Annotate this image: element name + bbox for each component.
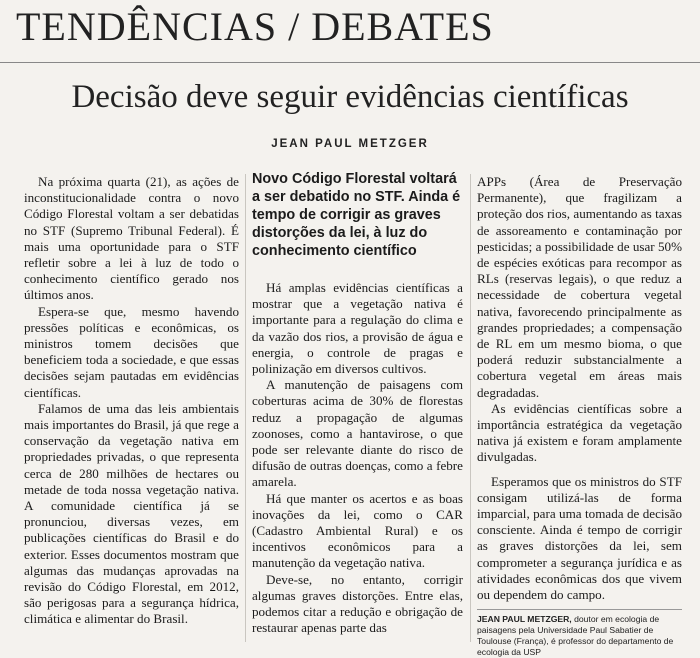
author-bio bbox=[477, 614, 682, 658]
paragraph: Na próxima quarta (21), as ações de inconstitucionalidade contra o novo Código Florestal voltam a ser debatidas no STF (Supremo Tribunal Federal). É mais uma oportunidade para o STF refletir sobre a lei à luz de todo o conhecimento científico gerado nos últimos anos. bbox=[24, 174, 239, 303]
paragraph: A manutenção de paisagens com coberturas acima de 30% de florestas reduz a propagação de algumas zoonoses, como a hantavirose, o que pode ser relevante diante do risco de difusão de outras doenças, como a febre amarela. bbox=[252, 377, 463, 490]
paragraph: As evidências científicas sobre a importância estratégica da vegetação nativa já existem e foram amplamente divulgadas. bbox=[477, 400, 682, 465]
byline: JEAN PAUL METZGER bbox=[271, 138, 429, 150]
column-2 bbox=[252, 171, 463, 644]
bio-text: doutor em ecologia de paisagens pela Universidade Paul Sabatier de Toulouse (França), é professor do departamento de ecologia da USP bbox=[477, 614, 674, 658]
header-divider bbox=[0, 62, 700, 63]
bio-divider bbox=[477, 609, 682, 610]
section-title: TENDÊNCIAS / DEBATES bbox=[16, 4, 494, 49]
paragraph: Falamos de uma das leis ambientais mais importantes do Brasil, já que rege a conservação da vegetação nativa em propriedades privadas, o que representa cerca de 280 milhões de hectares ou metade de toda nossa vegetação nativa. A comunidade científica já se pronunciou, diversas vezes, em publicações científicas do Brasil e do exterior. Esses documentos mostram que algumas das mudanças aprovadas na revisão do Código Florestal, em 2012, são perigosas para a segurança hídrica, climática e alimentar do Brasil. bbox=[24, 400, 239, 627]
paragraph: Espera-se que, mesmo havendo pressões políticas e econômicas, os ministros tomem decisões que beneficiem toda a sociedade, e que essas decisões sejam pautadas em evidências científicas. bbox=[24, 303, 239, 400]
paragraph: Há que manter os acertos e as boas inovações da lei, como o CAR (Cadastro Ambiental Rural) e os incentivos econômicos para a manutenção da vegetação nativa. bbox=[252, 490, 463, 571]
column-divider bbox=[245, 174, 246, 642]
bio-name: JEAN PAUL METZGER, bbox=[477, 614, 572, 625]
paragraph: Deve-se, no entanto, corrigir algumas graves distorções. Entre elas, podemos citar a redução e obrigação de restaurar apenas parte das bbox=[252, 571, 463, 636]
paragraph: Há amplas evidências científicas a mostrar que a vegetação nativa é importante para a regulação do clima e da vazão dos rios, a provisão de água e energia, o controle de pragas e polinização em diversos cultivos. bbox=[252, 280, 463, 377]
paragraph: Esperamos que os ministros do STF consigam utilizá-las de forma imparcial, para uma tomada de decisão consciente. Ainda é tempo de corrigir as graves distorções da lei, sem comprometer a segurança jurídica e as atividades econômicas dos que vivem ou dependem do campo. bbox=[477, 473, 682, 603]
column-1 bbox=[24, 174, 239, 644]
column-3 bbox=[477, 174, 682, 658]
article-headline: Decisão deve seguir evidências científicas bbox=[71, 79, 629, 115]
pull-quote: Novo Código Florestal voltará a ser debatido no STF. Ainda é tempo de corrigir as graves distorções da lei, à luz do conhecimento científico bbox=[252, 171, 461, 259]
column-divider bbox=[470, 174, 471, 642]
paragraph: APPs (Área de Preservação Permanente), que fragilizam a proteção dos rios, aumentando as taxas de assoreamento e contaminação por pesticidas; a possibilidade de usar 50% de espécies exóticas para recompor as RLs (reservas legais), o que reduz a necessidade de cobertura vegetal nativa, favorecendo principalmente as grandes propriedades; a compensação de RL em um mesmo bioma, o que poderá reduzir substancialmente a cobertura vegetal em áreas mais degradadas. bbox=[477, 174, 682, 400]
